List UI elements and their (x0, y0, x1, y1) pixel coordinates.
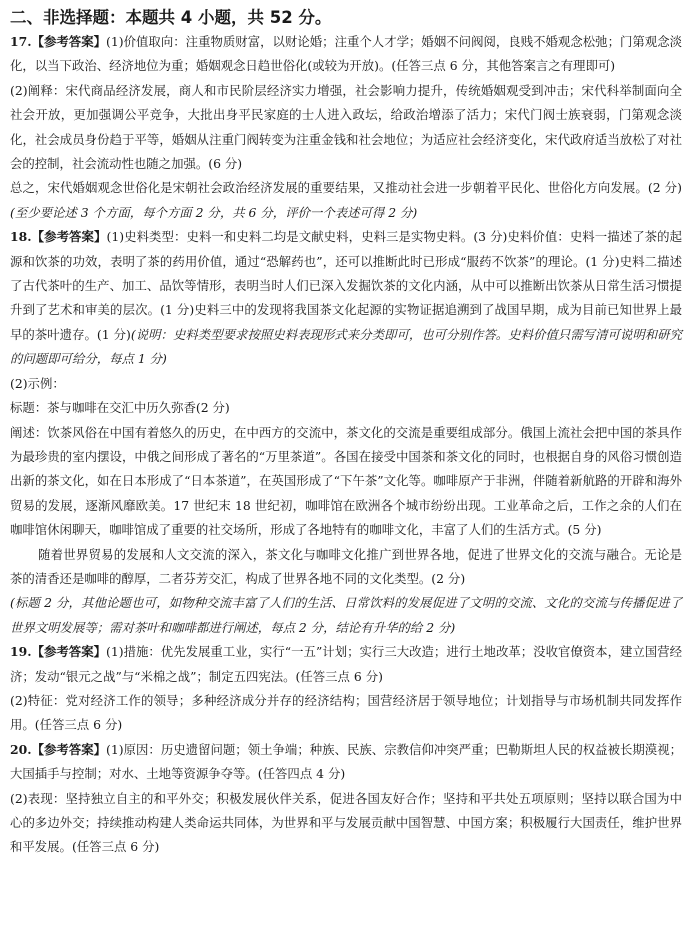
q18-example-label: (2)示例： (10, 375, 65, 391)
question-number: 18. (10, 229, 32, 245)
q19-part1 (10, 640, 682, 689)
q19-part1-text: (1)措施：优先发展重工业，实行“一五”计划；实行三大改造；进行土地改革；没收官僚资本，建立国营经济；发动“银元之战”与“米棉之战”；制定五四宪法。(任答三点 6 分) (10, 644, 682, 684)
q18-elaboration: 阐述：饮茶风俗在中国有着悠久的历史，在中西方的交流中，茶文化的交流是重要组成部分。俄国上流社会把中国的茶具作为最珍贵的室内摆设，中俄之间形成了著名的“万里茶道”。各国在接受中国茶和茶文化的同时，也根据自身的风俗习惯创造出新的茶文化，如在日本形成了“日本茶道”，在英国形成了“下午茶”文化等。咖啡原产于非洲，伴随着新航路的开辟和海外贸易的发展，逐渐风靡欧美。17 世纪末 18 世纪初，咖啡馆在欧洲各个城市纷纷出现。工业革命之后，工作之余的人们在咖啡馆休闲聊天，咖啡馆成了重要的社交场所，形成了各地特有的咖啡文化，丰富了人们的生活方式。(5 分) (10, 424, 682, 538)
question-18 (10, 225, 682, 640)
q17-scoring-note: (至少要论述 3 个方面，每个方面 2 分，共 6 分，评价一个表述可得 2 分) (10, 204, 418, 220)
q20-part2: (2)表现：坚持独立自主的和平外交；积极发展伙伴关系，促进各国友好合作；坚持和平共处五项原则；坚持以联合国为中心的多边外交；持续推动构建人类命运共同体，为世界和平与发展贡献中国智慧、中国方案；积极履行大国责任，维护世界和平发展。(任答三点 6 分) (10, 790, 682, 855)
question-19 (10, 640, 682, 738)
q18-conclusion: 随着世界贸易的发展和人文交流的深入，茶文化与咖啡文化推广到世界各地，促进了世界文化的交流与融合。无论是茶的清香还是咖啡的醇厚，二者芬芳交汇，构成了世界各地不同的文化类型。(2 分) (10, 546, 682, 586)
answer-page (10, 0, 682, 860)
question-number: 17. (10, 34, 32, 49)
answer-tag: 【参考答案】 (31, 741, 107, 757)
q17-part1 (10, 30, 682, 79)
q18-scoring-note-2: (标题 2 分，其他论题也可，如物种交流丰富了人们的生活、日常饮料的发展促进了文明的交流、文化的交流与传播促进了世界文明发展等；需对茶叶和咖啡都进行阐述，每点 2 分，结论有升华的给 2 分) (10, 595, 682, 635)
question-20 (10, 738, 682, 860)
q17-part2: (2)阐释：宋代商品经济发展，商人和市民阶层经济实力增强，社会影响力提升，传统婚姻观受到冲击；宋代科举制面向全社会开放，更加强调公平竞争，大批出身平民家庭的士人进入政坛，给政治增添了活力；宋代门阀士族衰弱，门第观念淡化，社会成员身份趋于平等，婚姻从注重门阀转变为注重金钱和社会地位；为适应社会经济变化，宋代政府适当放松了对社会的控制，社会流动性也随之加强。(6 分) (10, 82, 682, 172)
q17-summary (10, 176, 682, 225)
q17-summary-text: 总之，宋代婚姻观念世俗化是宋朝社会政治经济发展的重要结果，又推动社会进一步朝着平民化、世俗化方向发展。(2 分) (10, 180, 682, 196)
question-number: 19. (10, 644, 32, 660)
q18-part1-text: (1)史料类型：史料一和史料二均是文献史料，史料三是实物史料。(3 分)史料价值：史料一描述了茶的起源和饮茶的功效，表明了茶的药用价值，通过“恐解药也”，还可以推断此时已形成“服药不饮茶”的理论。(1 分)史料二描述了古代茶叶的生产、加工、品饮等情形，表明当时人们已深入发掘饮茶的文化内涵，从中可以推断出饮茶从日常生活习惯提升到了艺术和审美的层次。(1 分)史料三中的发现将我国茶文化起源的实物证据追溯到了战国早期，成为目前已知世界上最早的茶叶遗存。(1 分) (10, 229, 682, 342)
q20-part1-text: (1)原因：历史遗留问题；领土争端；种族、民族、宗教信仰冲突严重；巴勒斯坦人民的权益被长期漠视；大国插手与控制；对水、土地等资源争夺等。(任答四点 4 分) (10, 741, 683, 782)
answer-tag: 【参考答案】 (31, 34, 107, 49)
q18-part1 (10, 225, 682, 371)
section-title: 二、非选择题：本题共 4 小题，共 52 分。 (10, 8, 332, 27)
q19-part2: (2)特征：党对经济工作的领导；多种经济成分并存的经济结构；国营经济居于领导地位；计划指导与市场机制共同发挥作用。(任答三点 6 分) (10, 692, 682, 733)
q20-part1 (10, 738, 682, 787)
q18-scoring-note: (说明：史料类型要求按照史料表现形式来分类即可，也可分别作答。史料价值只需写清可说明和研究的问题即可给分，每点 1 分) (10, 326, 682, 367)
answer-tag: 【参考答案】 (31, 229, 107, 245)
q17-part1-text: (1)价值取向：注重物质财富，以财论婚；注重个人才学；婚姻不问阀阅，良贱不婚观念松弛；门第观念淡化，以当下政治、经济地位为重；婚姻观念日趋世俗化(或较为开放)。(任答三点 6 分，其他答案言之有理即可) (10, 34, 683, 74)
q18-title-line: 标题：茶与咖啡在交汇中历久弥香(2 分) (10, 400, 230, 416)
question-17 (10, 30, 682, 225)
question-number: 20. (10, 741, 32, 757)
answer-tag: 【参考答案】 (31, 644, 106, 660)
